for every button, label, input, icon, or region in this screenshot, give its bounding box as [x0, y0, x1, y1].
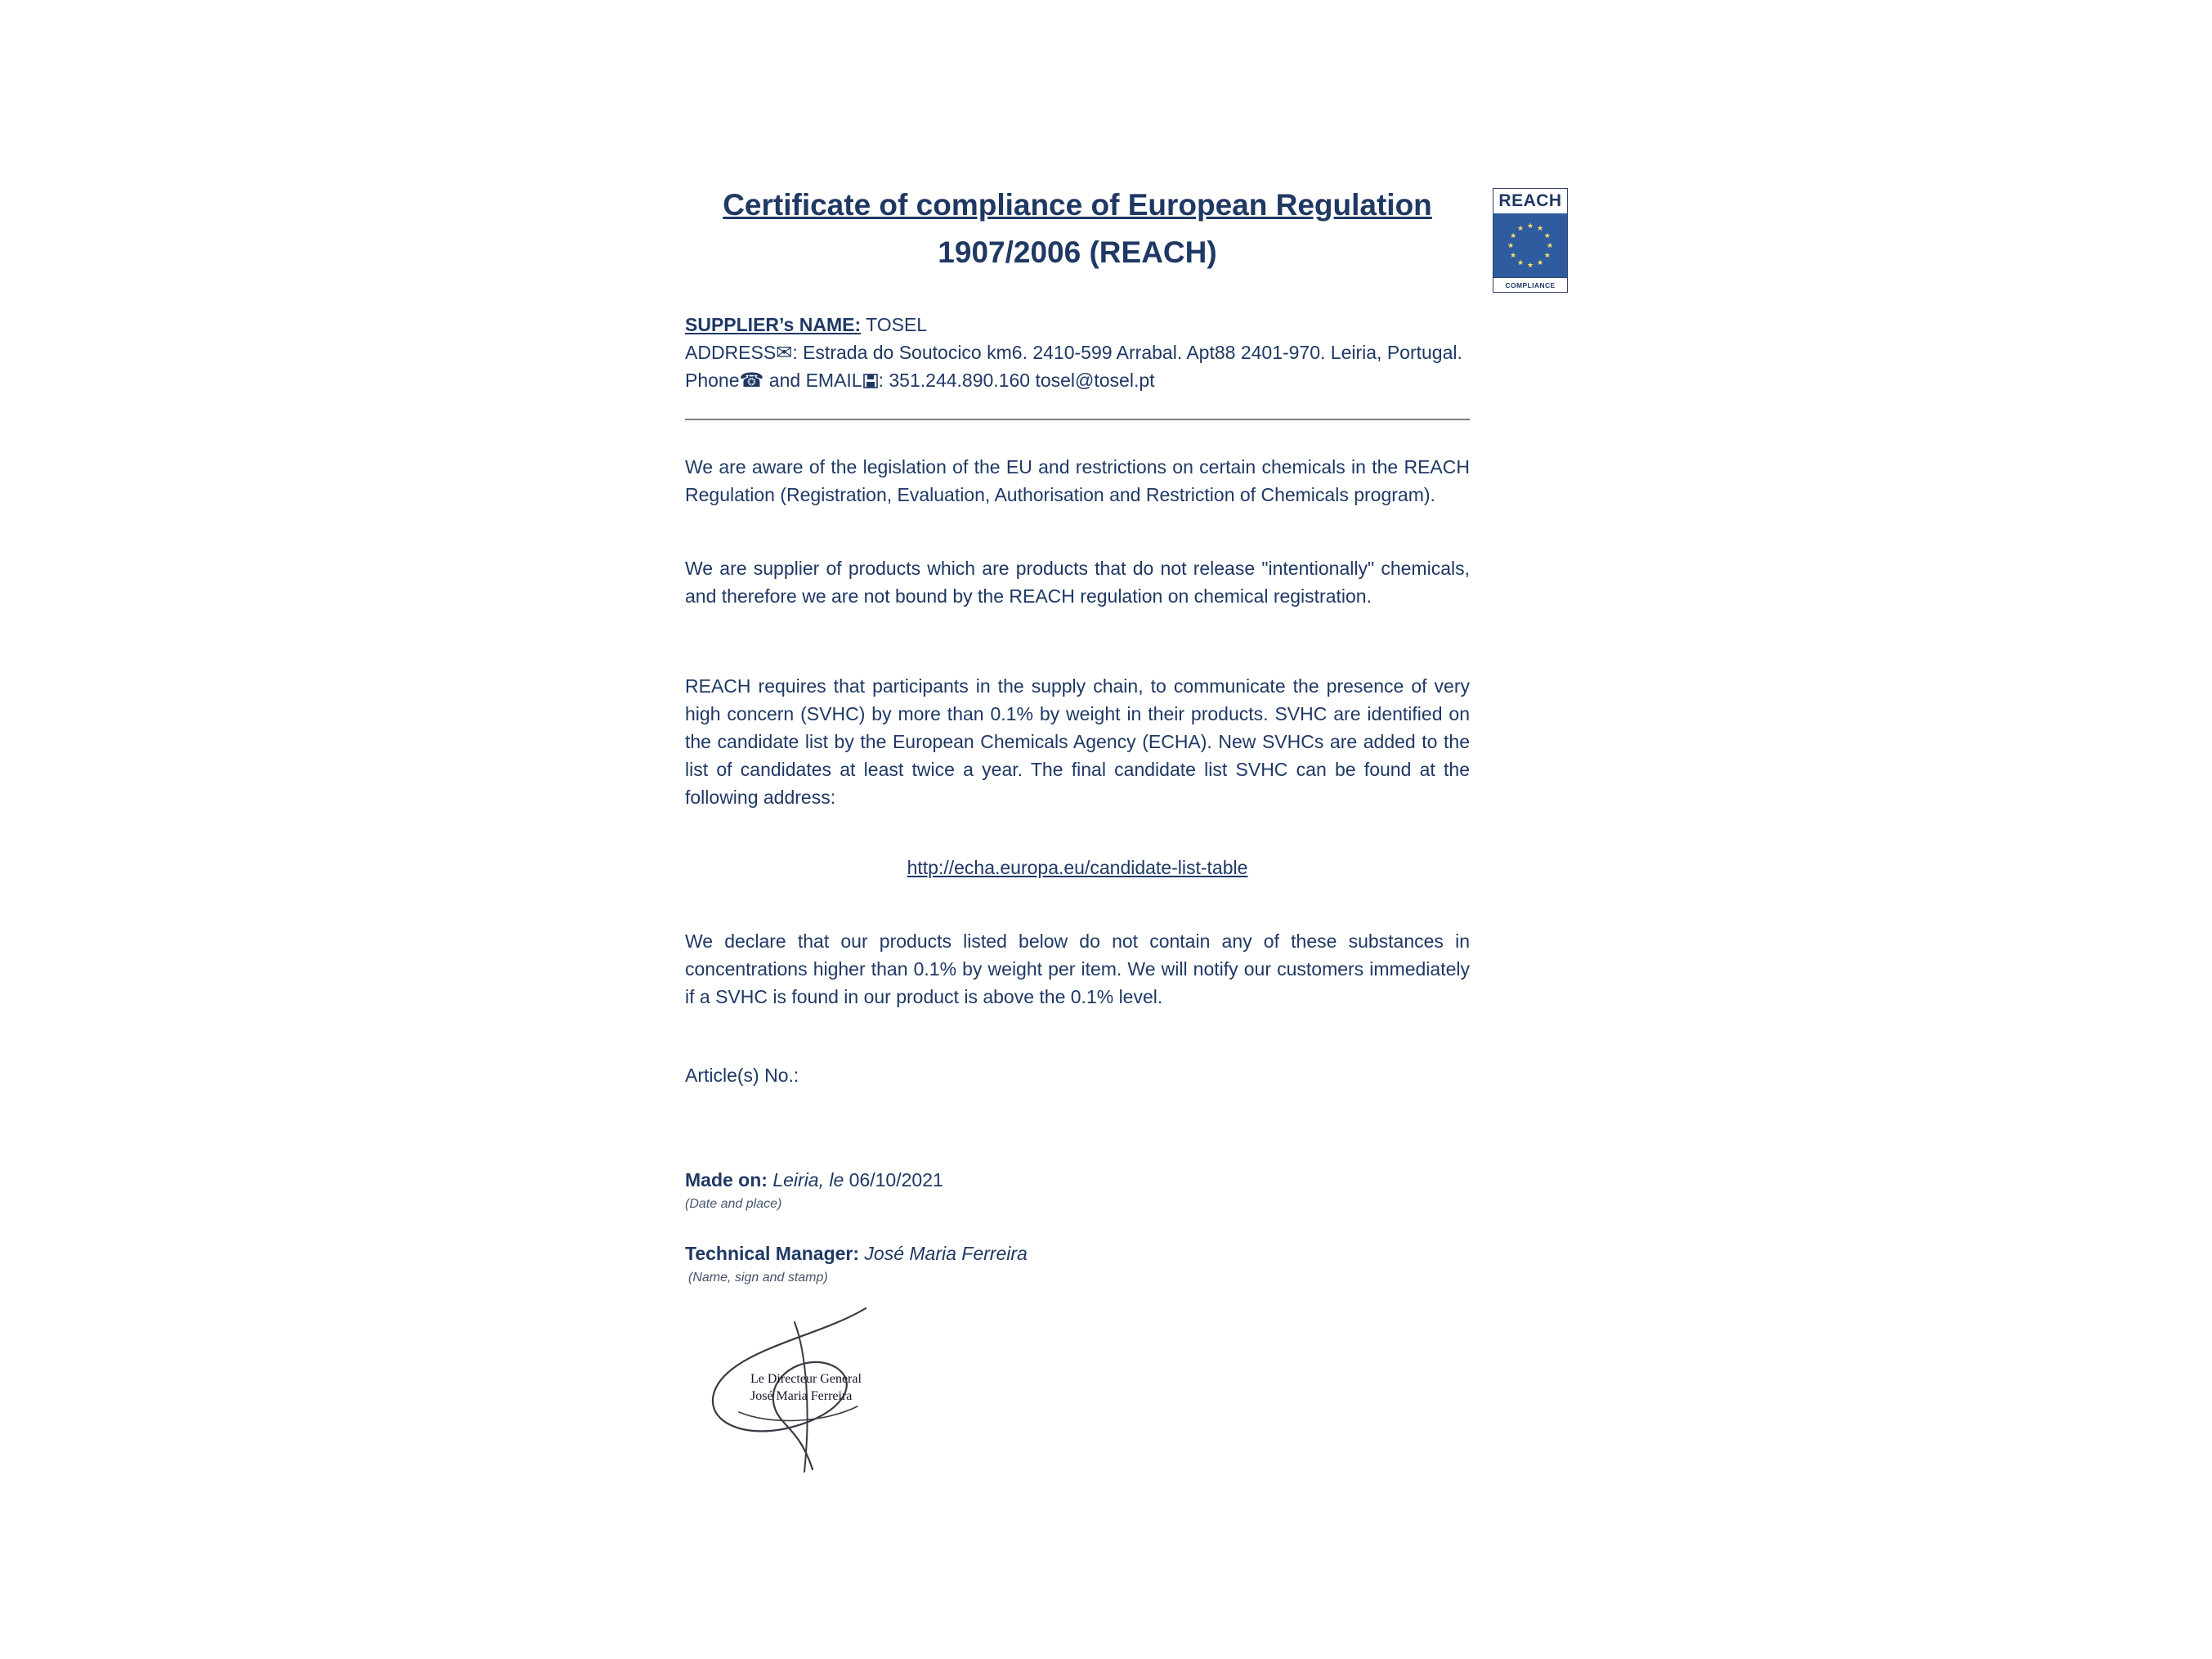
- title-line-2: 1907/2006 (REACH): [938, 235, 1217, 269]
- svg-text:★: ★: [1536, 224, 1544, 233]
- svg-text:★: ★: [1510, 231, 1517, 240]
- svg-text:★: ★: [1543, 251, 1551, 259]
- svg-text:★: ★: [1516, 258, 1525, 267]
- email-device-icon: [862, 373, 879, 389]
- supplier-block: [685, 311, 1470, 394]
- eu-stars-icon: [1493, 213, 1567, 277]
- made-on-line: [685, 1166, 1470, 1194]
- eu-flag: [1493, 213, 1567, 277]
- paragraph-svhc: REACH requires that participants in the supply chain, to communicate the presence of very high concern (SVHC) by more than 0.1% by weight in their products. SVHC are identified on the candidate list by the European Chemicals Agency (ECHA). New SVHCs are added to the list of candidates at least twice a year. The final candidate list SVHC can be found at the following address:: [685, 675, 1470, 808]
- svg-text:★: ★: [1526, 222, 1534, 230]
- svg-text:★: ★: [1507, 241, 1515, 249]
- signature-text: [750, 1370, 862, 1405]
- signature-text-line-2: José Maria Ferreira: [750, 1389, 853, 1403]
- svg-text:★: ★: [1543, 231, 1551, 240]
- phone-label: Phone: [685, 370, 740, 391]
- paragraph-supplier-statement: We are supplier of products which are products that do not release "intentionally" chemicals, and therefore we are not bound by the REACH regulation on chemical registration.: [685, 558, 1470, 607]
- supplier-name-value: TOSEL: [861, 314, 928, 335]
- reach-logo-compliance: COMPLIANCE: [1493, 277, 1567, 292]
- manager-note: (Name, sign and stamp): [688, 1271, 828, 1285]
- phone-icon: ☎: [739, 369, 764, 392]
- date-place-note: (Date and place): [685, 1197, 782, 1211]
- address-line: [685, 339, 1470, 366]
- title-line-1-text: Certificate of compliance of European Regulation: [723, 188, 1432, 222]
- address-value: : Estrada do Soutocico km6. 2410-599 Arrabal. Apt88 2401-970. Leiria, Portugal.: [792, 342, 1462, 363]
- supplier-name-line: [685, 311, 1470, 339]
- made-on-label: Made on:: [685, 1169, 768, 1190]
- signature: [690, 1302, 984, 1477]
- manager-line: [685, 1240, 1470, 1267]
- paragraph-eu-awareness: We are aware of the legislation of the EU and restrictions on certain chemicals in the REACH Regulation (Registration, Evaluation, Authorisation and Restriction of Chemicals program).: [685, 456, 1470, 505]
- svg-text:★: ★: [1526, 261, 1534, 269]
- divider: [685, 419, 1470, 420]
- contact-line: [685, 366, 1470, 394]
- svg-text:★: ★: [1510, 251, 1517, 259]
- svg-text:★: ★: [1546, 241, 1554, 249]
- made-on-date: 06/10/2021: [849, 1169, 943, 1190]
- address-label: ADDRESS: [685, 342, 777, 363]
- candidate-list-link[interactable]: http://echa.europa.eu/candidate-list-table: [907, 857, 1248, 878]
- paragraph-declaration: We declare that our products listed below do not contain any of these substances in concentrations higher than 0.1% by weight per item. We will notify our customers immediately if a SVHC is found in our product is above the 0.1% level.: [685, 930, 1470, 1007]
- signature-text-line-1: Le Directeur General: [750, 1372, 862, 1386]
- svg-text:★: ★: [1536, 258, 1544, 267]
- articles-line: Article(s) No.:: [685, 1065, 799, 1086]
- manager-label: Technical Manager:: [685, 1243, 860, 1264]
- supplier-name-label: SUPPLIER’s NAME:: [685, 314, 862, 335]
- svg-text:★: ★: [1516, 224, 1525, 233]
- manager-name: José Maria Ferreira: [859, 1243, 1028, 1264]
- made-on-place: Leiria, le: [767, 1169, 849, 1190]
- document-content: [685, 182, 1470, 1477]
- candidate-list-link-line: [685, 854, 1470, 881]
- reach-logo-title: REACH: [1498, 191, 1562, 210]
- title-line-1: [685, 182, 1470, 229]
- document-title: [685, 182, 1470, 276]
- envelope-icon: ✉: [776, 341, 793, 364]
- reach-compliance-logo: [1493, 188, 1568, 293]
- contact-value: : 351.244.890.160 tosel@tosel.pt: [878, 370, 1155, 391]
- email-label: and EMAIL: [763, 370, 862, 391]
